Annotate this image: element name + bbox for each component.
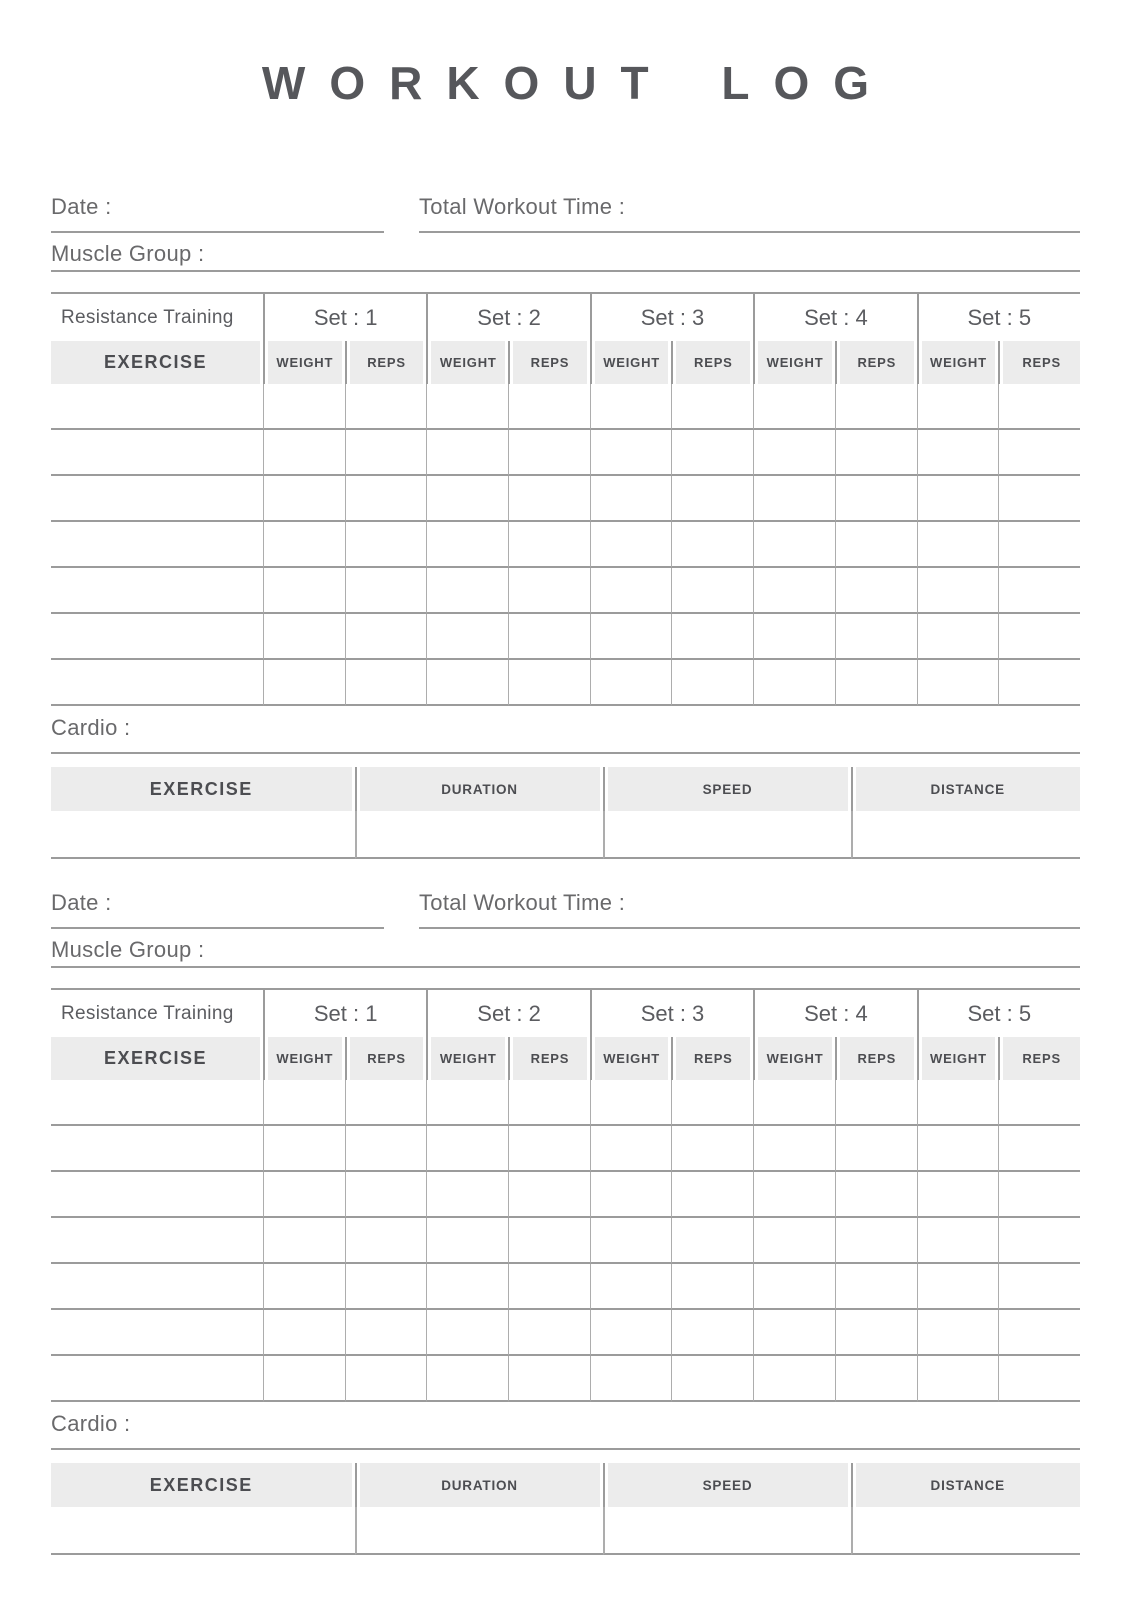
- cardio-speed-cell[interactable]: [603, 1507, 851, 1555]
- weight-cell[interactable]: [753, 614, 835, 660]
- weight-column-header: WEIGHT: [590, 341, 672, 384]
- cardio-table: [51, 767, 1080, 859]
- weight-cell[interactable]: [426, 1356, 508, 1402]
- cardio-speed-header: SPEED: [603, 1463, 851, 1507]
- date-label: Date :: [51, 890, 112, 916]
- weight-cell[interactable]: [753, 384, 835, 430]
- weight-cell[interactable]: [917, 476, 999, 522]
- reps-cell[interactable]: [671, 1264, 753, 1310]
- cardio-table: [51, 1463, 1080, 1555]
- reps-cell[interactable]: [835, 476, 917, 522]
- exercise-cell[interactable]: [51, 1264, 263, 1310]
- weight-cell[interactable]: [917, 568, 999, 614]
- cardio-label-block: [51, 1412, 1080, 1450]
- reps-cell[interactable]: [998, 1080, 1080, 1126]
- reps-cell[interactable]: [671, 476, 753, 522]
- weight-cell[interactable]: [426, 1126, 508, 1172]
- weight-cell[interactable]: [263, 1264, 345, 1310]
- reps-cell[interactable]: [671, 568, 753, 614]
- reps-cell[interactable]: [671, 430, 753, 476]
- resistance-training-table: [51, 292, 1080, 706]
- reps-column-header: REPS: [671, 341, 753, 384]
- reps-cell[interactable]: [508, 1218, 590, 1264]
- reps-cell[interactable]: [998, 1126, 1080, 1172]
- weight-column-header: WEIGHT: [917, 341, 999, 384]
- exercise-cell[interactable]: [51, 1310, 263, 1356]
- cardio-distance-header: DISTANCE: [851, 767, 1080, 811]
- weight-cell[interactable]: [263, 1310, 345, 1356]
- reps-cell[interactable]: [998, 568, 1080, 614]
- exercise-cell[interactable]: [51, 430, 263, 476]
- reps-cell[interactable]: [671, 522, 753, 568]
- weight-cell[interactable]: [263, 384, 345, 430]
- exercise-cell[interactable]: [51, 614, 263, 660]
- reps-cell[interactable]: [835, 660, 917, 706]
- reps-cell[interactable]: [345, 522, 427, 568]
- exercise-column-header: EXERCISE: [51, 1037, 263, 1080]
- set-4-header: Set : 4: [753, 990, 916, 1037]
- weight-cell[interactable]: [917, 1172, 999, 1218]
- weight-cell[interactable]: [917, 384, 999, 430]
- reps-cell[interactable]: [671, 1172, 753, 1218]
- exercise-cell[interactable]: [51, 1126, 263, 1172]
- cardio-duration-cell[interactable]: [355, 1507, 603, 1555]
- weight-column-header: WEIGHT: [753, 1037, 835, 1080]
- reps-column-header: REPS: [835, 341, 917, 384]
- weight-cell[interactable]: [263, 1218, 345, 1264]
- weight-cell[interactable]: [753, 1310, 835, 1356]
- cardio-exercise-header: EXERCISE: [51, 767, 355, 811]
- muscle-group-label: Muscle Group :: [51, 241, 205, 267]
- date-time-row: [51, 195, 1080, 233]
- weight-cell[interactable]: [590, 568, 672, 614]
- reps-cell[interactable]: [508, 1310, 590, 1356]
- reps-cell[interactable]: [835, 384, 917, 430]
- weight-cell[interactable]: [426, 384, 508, 430]
- weight-column-header: WEIGHT: [426, 1037, 508, 1080]
- weight-cell[interactable]: [426, 476, 508, 522]
- reps-cell[interactable]: [835, 1080, 917, 1126]
- page-title: WORKOUT LOG: [261, 57, 894, 109]
- weight-cell[interactable]: [426, 1218, 508, 1264]
- exercise-cell[interactable]: [51, 1356, 263, 1402]
- weight-cell[interactable]: [753, 1356, 835, 1402]
- reps-cell[interactable]: [508, 522, 590, 568]
- weight-column-header: WEIGHT: [753, 341, 835, 384]
- weight-cell[interactable]: [263, 522, 345, 568]
- weight-cell[interactable]: [263, 430, 345, 476]
- reps-cell[interactable]: [998, 1264, 1080, 1310]
- weight-cell[interactable]: [426, 660, 508, 706]
- weight-cell[interactable]: [917, 614, 999, 660]
- weight-cell[interactable]: [263, 614, 345, 660]
- reps-cell[interactable]: [835, 522, 917, 568]
- cardio-exercise-cell[interactable]: [51, 1507, 355, 1555]
- total-workout-time-label: Total Workout Time :: [419, 194, 626, 220]
- exercise-cell[interactable]: [51, 1218, 263, 1264]
- workout-section-2: [51, 891, 1080, 1555]
- weight-cell[interactable]: [263, 660, 345, 706]
- weight-cell[interactable]: [590, 384, 672, 430]
- reps-column-header: REPS: [345, 341, 427, 384]
- reps-cell[interactable]: [345, 384, 427, 430]
- weight-column-header: WEIGHT: [426, 341, 508, 384]
- reps-cell[interactable]: [998, 1218, 1080, 1264]
- reps-cell[interactable]: [998, 1310, 1080, 1356]
- weight-cell[interactable]: [263, 1080, 345, 1126]
- reps-cell[interactable]: [835, 1218, 917, 1264]
- exercise-cell[interactable]: [51, 522, 263, 568]
- weight-cell[interactable]: [263, 568, 345, 614]
- reps-cell[interactable]: [345, 1172, 427, 1218]
- cardio-exercise-header: EXERCISE: [51, 1463, 355, 1507]
- weight-cell[interactable]: [753, 1172, 835, 1218]
- weight-cell[interactable]: [753, 1080, 835, 1126]
- reps-cell[interactable]: [508, 1080, 590, 1126]
- weight-column-header: WEIGHT: [590, 1037, 672, 1080]
- set-2-header: Set : 2: [426, 990, 589, 1037]
- reps-cell[interactable]: [508, 1264, 590, 1310]
- reps-cell[interactable]: [998, 476, 1080, 522]
- set-4-header: Set : 4: [753, 294, 916, 341]
- reps-cell[interactable]: [345, 1126, 427, 1172]
- set-5-header: Set : 5: [917, 294, 1080, 341]
- weight-cell[interactable]: [590, 1264, 672, 1310]
- weight-cell[interactable]: [590, 1126, 672, 1172]
- exercise-cell[interactable]: [51, 660, 263, 706]
- reps-cell[interactable]: [998, 430, 1080, 476]
- reps-cell[interactable]: [835, 1264, 917, 1310]
- weight-column-header: WEIGHT: [917, 1037, 999, 1080]
- cardio-distance-header: DISTANCE: [851, 1463, 1080, 1507]
- weight-cell[interactable]: [426, 1310, 508, 1356]
- set-3-header: Set : 3: [590, 294, 753, 341]
- reps-cell[interactable]: [671, 660, 753, 706]
- weight-column-header: WEIGHT: [263, 341, 345, 384]
- reps-cell[interactable]: [345, 1356, 427, 1402]
- reps-cell[interactable]: [345, 660, 427, 706]
- weight-cell[interactable]: [426, 1264, 508, 1310]
- weight-cell[interactable]: [590, 522, 672, 568]
- weight-cell[interactable]: [753, 568, 835, 614]
- reps-cell[interactable]: [671, 614, 753, 660]
- reps-cell[interactable]: [998, 522, 1080, 568]
- weight-cell[interactable]: [917, 1218, 999, 1264]
- set-2-header: Set : 2: [426, 294, 589, 341]
- exercise-cell[interactable]: [51, 1080, 263, 1126]
- reps-cell[interactable]: [508, 614, 590, 660]
- set-5-header: Set : 5: [917, 990, 1080, 1037]
- exercise-cell[interactable]: [51, 1172, 263, 1218]
- reps-column-header: REPS: [508, 341, 590, 384]
- reps-column-header: REPS: [508, 1037, 590, 1080]
- reps-cell[interactable]: [508, 384, 590, 430]
- weight-cell[interactable]: [426, 568, 508, 614]
- reps-cell[interactable]: [671, 1310, 753, 1356]
- reps-cell[interactable]: [508, 1126, 590, 1172]
- reps-cell[interactable]: [671, 1126, 753, 1172]
- set-1-header: Set : 1: [263, 294, 426, 341]
- set-3-header: Set : 3: [590, 990, 753, 1037]
- weight-cell[interactable]: [426, 430, 508, 476]
- reps-cell[interactable]: [508, 660, 590, 706]
- weight-cell[interactable]: [917, 430, 999, 476]
- cardio-speed-cell[interactable]: [603, 811, 851, 859]
- cardio-duration-header: DURATION: [355, 1463, 603, 1507]
- weight-cell[interactable]: [753, 522, 835, 568]
- reps-cell[interactable]: [345, 430, 427, 476]
- weight-cell[interactable]: [263, 1172, 345, 1218]
- workout-section-1: [51, 195, 1080, 859]
- reps-cell[interactable]: [671, 1218, 753, 1264]
- reps-column-header: REPS: [671, 1037, 753, 1080]
- weight-cell[interactable]: [590, 660, 672, 706]
- reps-cell[interactable]: [998, 384, 1080, 430]
- date-field[interactable]: [51, 195, 384, 233]
- reps-cell[interactable]: [508, 568, 590, 614]
- reps-cell[interactable]: [508, 476, 590, 522]
- reps-cell[interactable]: [835, 430, 917, 476]
- cardio-label: Cardio :: [51, 1411, 131, 1437]
- weight-cell[interactable]: [263, 1126, 345, 1172]
- resistance-training-title: Resistance Training: [61, 1002, 234, 1024]
- exercise-column-header: EXERCISE: [51, 341, 263, 384]
- reps-cell[interactable]: [345, 1218, 427, 1264]
- reps-cell[interactable]: [345, 476, 427, 522]
- muscle-group-label: Muscle Group :: [51, 937, 205, 963]
- weight-cell[interactable]: [263, 476, 345, 522]
- reps-cell[interactable]: [508, 430, 590, 476]
- weight-cell[interactable]: [426, 1172, 508, 1218]
- total-workout-time-field[interactable]: [419, 195, 1080, 233]
- weight-cell[interactable]: [753, 1264, 835, 1310]
- reps-cell[interactable]: [345, 1080, 427, 1126]
- weight-cell[interactable]: [590, 1356, 672, 1402]
- reps-cell[interactable]: [998, 1356, 1080, 1402]
- reps-cell[interactable]: [508, 1356, 590, 1402]
- weight-cell[interactable]: [753, 660, 835, 706]
- reps-cell[interactable]: [508, 1172, 590, 1218]
- reps-cell[interactable]: [998, 1172, 1080, 1218]
- weight-cell[interactable]: [917, 1264, 999, 1310]
- exercise-cell[interactable]: [51, 384, 263, 430]
- date-field[interactable]: [51, 891, 384, 929]
- weight-column-header: WEIGHT: [263, 1037, 345, 1080]
- muscle-group-field[interactable]: [51, 938, 1080, 968]
- reps-cell[interactable]: [671, 1356, 753, 1402]
- set-1-header: Set : 1: [263, 990, 426, 1037]
- weight-cell[interactable]: [917, 1126, 999, 1172]
- reps-cell[interactable]: [835, 614, 917, 660]
- weight-cell[interactable]: [917, 522, 999, 568]
- weight-cell[interactable]: [753, 1218, 835, 1264]
- cardio-duration-cell[interactable]: [355, 811, 603, 859]
- cardio-distance-cell[interactable]: [851, 811, 1080, 859]
- reps-column-header: REPS: [835, 1037, 917, 1080]
- weight-cell[interactable]: [426, 522, 508, 568]
- weight-cell[interactable]: [263, 1356, 345, 1402]
- reps-cell[interactable]: [345, 1310, 427, 1356]
- resistance-training-table: [51, 988, 1080, 1402]
- weight-cell[interactable]: [590, 430, 672, 476]
- weight-cell[interactable]: [426, 1080, 508, 1126]
- weight-cell[interactable]: [753, 1126, 835, 1172]
- reps-cell[interactable]: [345, 568, 427, 614]
- cardio-label-block: [51, 716, 1080, 754]
- reps-cell[interactable]: [671, 384, 753, 430]
- weight-cell[interactable]: [590, 1172, 672, 1218]
- reps-column-header: REPS: [345, 1037, 427, 1080]
- reps-cell[interactable]: [345, 1264, 427, 1310]
- weight-cell[interactable]: [590, 1218, 672, 1264]
- weight-cell[interactable]: [917, 1080, 999, 1126]
- reps-cell[interactable]: [345, 614, 427, 660]
- reps-cell[interactable]: [835, 1126, 917, 1172]
- date-time-row: [51, 891, 1080, 929]
- reps-column-header: REPS: [998, 1037, 1080, 1080]
- weight-cell[interactable]: [590, 1080, 672, 1126]
- reps-cell[interactable]: [671, 1080, 753, 1126]
- reps-cell[interactable]: [998, 660, 1080, 706]
- cardio-label: Cardio :: [51, 715, 131, 741]
- reps-cell[interactable]: [835, 1172, 917, 1218]
- exercise-cell[interactable]: [51, 568, 263, 614]
- exercise-cell[interactable]: [51, 476, 263, 522]
- weight-cell[interactable]: [590, 614, 672, 660]
- reps-cell[interactable]: [835, 568, 917, 614]
- cardio-duration-header: DURATION: [355, 767, 603, 811]
- reps-column-header: REPS: [998, 341, 1080, 384]
- weight-cell[interactable]: [917, 660, 999, 706]
- muscle-group-field[interactable]: [51, 242, 1080, 272]
- reps-cell[interactable]: [998, 614, 1080, 660]
- cardio-distance-cell[interactable]: [851, 1507, 1080, 1555]
- weight-cell[interactable]: [753, 476, 835, 522]
- date-label: Date :: [51, 194, 112, 220]
- weight-cell[interactable]: [590, 1310, 672, 1356]
- weight-cell[interactable]: [753, 430, 835, 476]
- total-workout-time-label: Total Workout Time :: [419, 890, 626, 916]
- total-workout-time-field[interactable]: [419, 891, 1080, 929]
- reps-cell[interactable]: [835, 1356, 917, 1402]
- resistance-training-title: Resistance Training: [61, 306, 234, 328]
- weight-cell[interactable]: [917, 1356, 999, 1402]
- cardio-speed-header: SPEED: [603, 767, 851, 811]
- weight-cell[interactable]: [917, 1310, 999, 1356]
- weight-cell[interactable]: [426, 614, 508, 660]
- reps-cell[interactable]: [835, 1310, 917, 1356]
- weight-cell[interactable]: [590, 476, 672, 522]
- cardio-exercise-cell[interactable]: [51, 811, 355, 859]
